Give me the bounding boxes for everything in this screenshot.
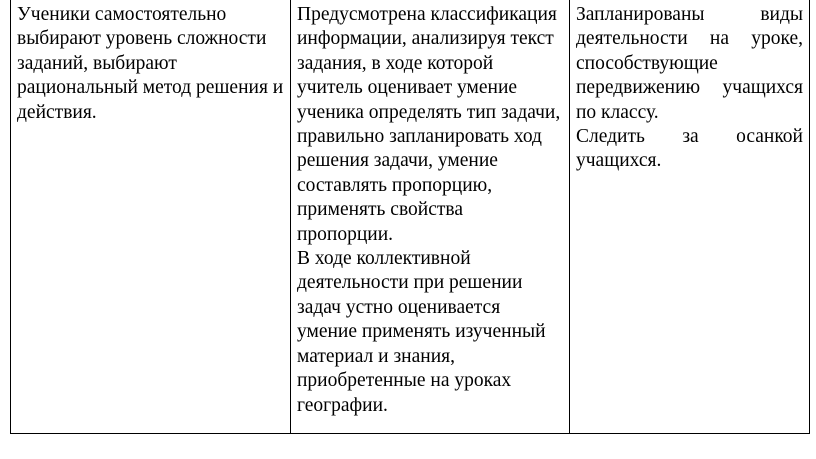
assessment-text-2: В ходе коллективной деятельности при решении задач устно оценивается умение применять изученный материал и знания, приобретенные на уроках географии. bbox=[297, 248, 546, 416]
assessment-cell bbox=[291, 0, 570, 434]
health-activity-text-2: Следить за осанкой учащихся. bbox=[576, 126, 803, 172]
health-activity-text-1: Запланированы виды деятельности на уроке, способствующие передвижению учащихся по классу. bbox=[576, 4, 803, 123]
content-table bbox=[10, 0, 810, 434]
student-activity-text: Ученики самостоятельно выбирают уровень сложности заданий, выбирают рациональный метод решения и действия. bbox=[17, 4, 284, 123]
assessment-text-1: Предусмотрена классификация информации, анализируя текст задания, в ходе которой учитель оценивает умение ученика определять тип задачи, правильно запланировать ход решения задачи, умение составлять пропорцию, применять свойства пропорции. bbox=[297, 4, 561, 245]
table-row bbox=[11, 0, 810, 434]
student-activity-cell bbox=[11, 0, 291, 434]
health-activity-cell bbox=[570, 0, 810, 434]
